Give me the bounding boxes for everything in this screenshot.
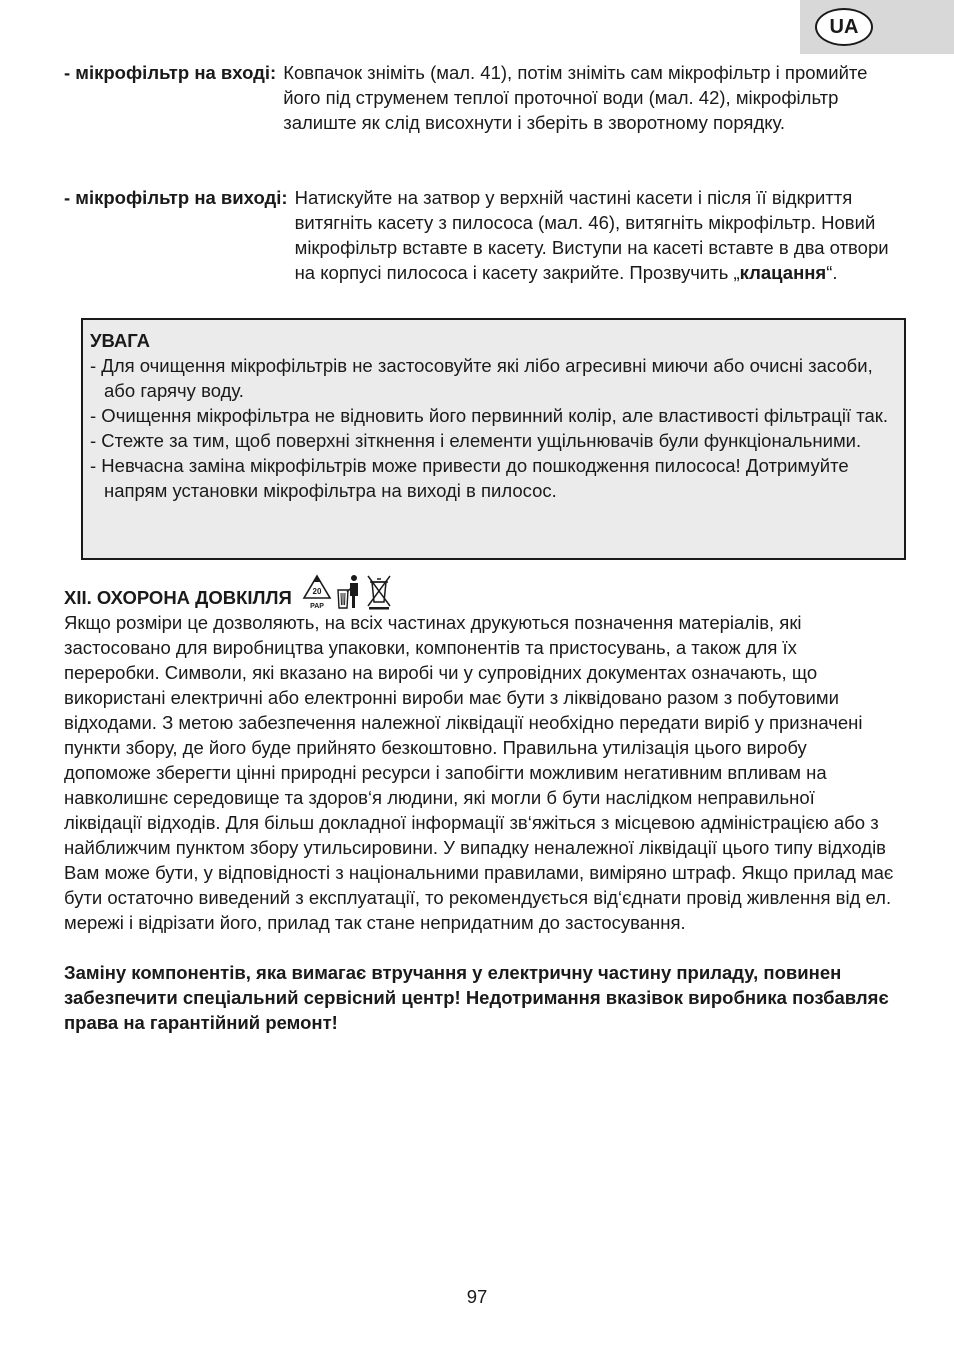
warning-title: УВАГА (90, 330, 150, 351)
section-title: XII. ОХОРОНА ДОВКІЛЛЯ (64, 587, 292, 608)
definition-description (295, 185, 894, 285)
definition-term: - мікрофільтр на виході: (64, 187, 288, 208)
language-tab (800, 0, 954, 54)
tidyman-icon (336, 574, 362, 610)
recycle-pap-icon (302, 574, 332, 610)
recycle-number: 20 (312, 587, 322, 596)
section-body: Якщо розміри це дозволяють, на всіх частинах друкуються позначення матеріалів, які застосовано для виробництва упаковки, компонентів та пристосувань, а також для їх переробки. Символи, які вказано на виробі чи у супровідних документах означають, що використані електричні або електронні вироби має бути з ліквідовано разом з побутовими відходами. З метою забезпечення належної ліквідації необхідно передати виріб у призначені пункти збору, де його буде прийнято безкоштовно. Правильна утилізація цього виробу допоможе зберегти цінні природні ресурси і запобігти можливим негативним впливам на навколишнє середовище та здоров‘я людини, які могли б бути наслідком неправильної ліквідації відходів. Для більш докладної інформації зв‘яжіться з місцевою адміністрацією або з найближчим пунктом збору утильсировини. У випадку неналежної ліквідації цього типу відходів Вам може бути, у відповідності з національними правилами, виміряно штраф. Якщо прилад має бути остаточно виведений з експлуатації, то рекомендується від‘єднати провід живлення від ел. мережі і відрізати його, прилад так стане непридатним до застосування. (64, 612, 894, 933)
description-emphasis: клацання (739, 262, 827, 283)
language-badge: UA (815, 8, 873, 46)
eco-icons (302, 572, 392, 610)
section-header (64, 572, 894, 610)
warning-item: - Стежте за тим, щоб поверхні зіткнення і елементи ущільнювачів були функціональними. (90, 430, 862, 451)
environment-section (64, 572, 894, 1035)
warning-item: - Для очищення мікрофільтрів не застосовуйте які лібо агресивні миючи або очисні засоби, або гарячу воду. (90, 355, 873, 401)
description-text: Натискуйте на затвор у верхній частині касети і після її відкриття витягніть касету з пилососа (мал. 46), витягніть мікрофільтр. Новий мікрофільтр вставте в касету. Виступи на касеті вставте в два отвори на корпусі пилососа і касету закрийте. Прозвучить „ (294, 187, 889, 283)
crossed-bin-icon (366, 574, 392, 610)
page-number: 97 (466, 1286, 488, 1307)
definition-term: - мікрофільтр на вході: (64, 62, 277, 83)
warning-list (90, 353, 904, 503)
warning-box (81, 318, 906, 560)
warning-item: - Очищення мікрофільтра не відновить його первинний колір, але властивості фільтрації так. (90, 405, 888, 426)
definition-inlet-microfilter (64, 60, 894, 135)
definition-outlet-microfilter (64, 185, 894, 285)
recycle-code: PAP (309, 603, 324, 610)
description-text-end: “. (826, 262, 838, 283)
service-note: Заміну компонентів, яка вимагає втручання у електричну частину приладу, повинен забезпечити спеціальний сервісний центр! Недотримання вказівок виробника позбавляє права на гарантійний ремонт! (64, 962, 889, 1033)
warning-item: - Невчасна заміна мікрофільтрів може привести до пошкодження пилососа! Дотримуйте напрям установки мікрофільтра на виході в пилосос. (90, 455, 849, 501)
definition-description: Ковпачок зніміть (мал. 41), потім зніміть сам мікрофільтр і промийте його під струменем теплої проточної води (мал. 42), мікрофільтр залиште як слід висохнути і зберіть в зворотному порядку. (283, 62, 868, 133)
